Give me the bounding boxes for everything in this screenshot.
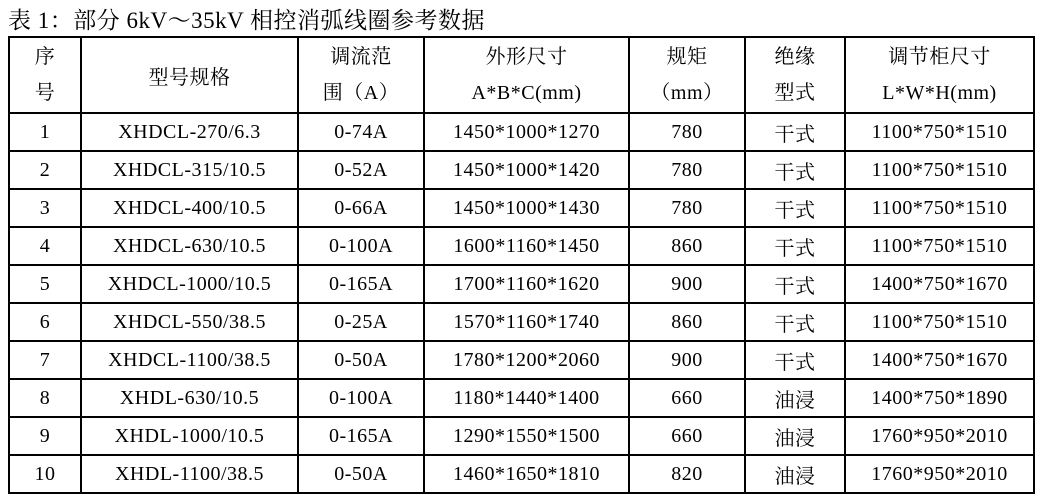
cell-gauge: 900 <box>629 265 745 303</box>
col-header-range-line1: 调流范 <box>330 46 392 68</box>
col-header-seq <box>9 37 81 113</box>
cell-insulation: 干式 <box>745 341 845 379</box>
cell-range: 0-50A <box>298 455 424 493</box>
cell-model: XHDCL-630/10.5 <box>81 227 298 265</box>
cell-cabinet: 1100*750*1510 <box>845 303 1034 341</box>
cell-insulation: 油浸 <box>745 417 845 455</box>
cell-dims: 1570*1160*1740 <box>424 303 629 341</box>
col-header-gauge-line2: （mm） <box>650 82 724 104</box>
cell-no: 3 <box>9 189 81 227</box>
cell-insulation: 油浸 <box>745 379 845 417</box>
col-header-dims-line2: A*B*C(mm) <box>471 82 582 104</box>
cell-gauge: 660 <box>629 417 745 455</box>
cell-range: 0-74A <box>298 113 424 151</box>
cell-gauge: 860 <box>629 227 745 265</box>
cell-model: XHDCL-270/6.3 <box>81 113 298 151</box>
col-header-range <box>298 37 424 113</box>
cell-dims: 1180*1440*1400 <box>424 379 629 417</box>
col-header-cabinet-line1: 调节柜尺寸 <box>888 46 991 68</box>
cell-dims: 1780*1200*2060 <box>424 341 629 379</box>
cell-cabinet: 1100*750*1510 <box>845 189 1034 227</box>
table-body <box>9 113 1034 493</box>
cell-no: 6 <box>9 303 81 341</box>
cell-range: 0-100A <box>298 379 424 417</box>
col-header-insulation-line2: 型式 <box>774 82 816 104</box>
cell-gauge: 660 <box>629 379 745 417</box>
cell-dims: 1600*1160*1450 <box>424 227 629 265</box>
cell-dims: 1290*1550*1500 <box>424 417 629 455</box>
table-row <box>9 265 1034 303</box>
cell-cabinet: 1760*950*2010 <box>845 455 1034 493</box>
header-row <box>9 37 1034 113</box>
table-row <box>9 379 1034 417</box>
cell-cabinet: 1400*750*1890 <box>845 379 1034 417</box>
cell-cabinet: 1400*750*1670 <box>845 341 1034 379</box>
col-header-gauge-line1: 规矩 <box>666 46 708 68</box>
cell-insulation: 干式 <box>745 113 845 151</box>
cell-insulation: 干式 <box>745 303 845 341</box>
cell-gauge: 780 <box>629 151 745 189</box>
spec-table <box>8 36 1035 494</box>
table-row <box>9 341 1034 379</box>
cell-range: 0-50A <box>298 341 424 379</box>
col-header-model: 型号规格 <box>81 37 298 113</box>
cell-model: XHDL-1000/10.5 <box>81 417 298 455</box>
cell-no: 2 <box>9 151 81 189</box>
cell-range: 0-52A <box>298 151 424 189</box>
cell-insulation: 干式 <box>745 265 845 303</box>
cell-dims: 1450*1000*1270 <box>424 113 629 151</box>
cell-range: 0-66A <box>298 189 424 227</box>
cell-model: XHDCL-315/10.5 <box>81 151 298 189</box>
table-row <box>9 417 1034 455</box>
col-header-gauge <box>629 37 745 113</box>
col-header-insulation <box>745 37 845 113</box>
cell-insulation: 油浸 <box>745 455 845 493</box>
cell-no: 4 <box>9 227 81 265</box>
col-header-seq-line1: 序 <box>34 46 56 68</box>
cell-cabinet: 1760*950*2010 <box>845 417 1034 455</box>
cell-model: XHDL-1100/38.5 <box>81 455 298 493</box>
cell-cabinet: 1100*750*1510 <box>845 113 1034 151</box>
page-title: 表 1：部分 6kV～35kV 相控消弧线圈参考数据 <box>8 8 486 33</box>
cell-range: 0-25A <box>298 303 424 341</box>
cell-no: 7 <box>9 341 81 379</box>
table-header <box>9 37 1034 113</box>
table-row <box>9 303 1034 341</box>
table-row <box>9 113 1034 151</box>
cell-range: 0-165A <box>298 265 424 303</box>
cell-no: 9 <box>9 417 81 455</box>
cell-model: XHDCL-1000/10.5 <box>81 265 298 303</box>
cell-gauge: 780 <box>629 189 745 227</box>
cell-model: XHDCL-550/38.5 <box>81 303 298 341</box>
col-header-insulation-line1: 绝缘 <box>774 46 816 68</box>
table-row <box>9 189 1034 227</box>
cell-insulation: 干式 <box>745 227 845 265</box>
cell-insulation: 干式 <box>745 189 845 227</box>
cell-cabinet: 1100*750*1510 <box>845 227 1034 265</box>
cell-range: 0-165A <box>298 417 424 455</box>
cell-model: XHDCL-400/10.5 <box>81 189 298 227</box>
col-header-dims-line1: 外形尺寸 <box>485 46 568 68</box>
col-header-cabinet <box>845 37 1034 113</box>
cell-gauge: 820 <box>629 455 745 493</box>
cell-range: 0-100A <box>298 227 424 265</box>
cell-gauge: 900 <box>629 341 745 379</box>
cell-dims: 1460*1650*1810 <box>424 455 629 493</box>
col-header-cabinet-line2: L*W*H(mm) <box>882 82 997 104</box>
cell-model: XHDCL-1100/38.5 <box>81 341 298 379</box>
cell-insulation: 干式 <box>745 151 845 189</box>
cell-dims: 1450*1000*1430 <box>424 189 629 227</box>
col-header-dims <box>424 37 629 113</box>
cell-no: 1 <box>9 113 81 151</box>
col-header-seq-line2: 号 <box>34 82 56 104</box>
cell-model: XHDL-630/10.5 <box>81 379 298 417</box>
table-row <box>9 151 1034 189</box>
cell-no: 10 <box>9 455 81 493</box>
table-row <box>9 455 1034 493</box>
cell-no: 8 <box>9 379 81 417</box>
cell-cabinet: 1400*750*1670 <box>845 265 1034 303</box>
table-row <box>9 227 1034 265</box>
cell-dims: 1450*1000*1420 <box>424 151 629 189</box>
cell-dims: 1700*1160*1620 <box>424 265 629 303</box>
cell-cabinet: 1100*750*1510 <box>845 151 1034 189</box>
col-header-range-line2: 围（A） <box>322 82 400 104</box>
cell-gauge: 860 <box>629 303 745 341</box>
cell-gauge: 780 <box>629 113 745 151</box>
cell-no: 5 <box>9 265 81 303</box>
